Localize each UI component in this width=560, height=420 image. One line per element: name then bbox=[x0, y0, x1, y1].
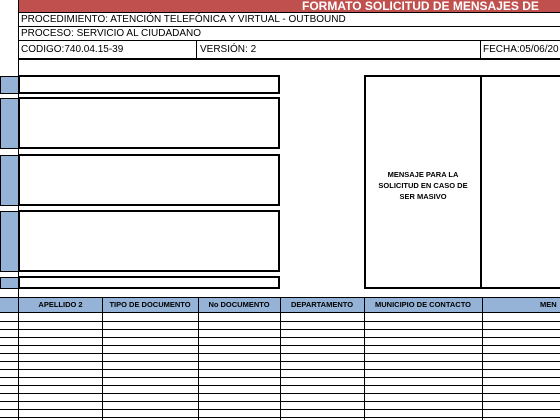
side-cell-1 bbox=[0, 76, 19, 94]
data-table bbox=[0, 297, 560, 420]
column-header-tipo-documento: TIPO DE DOCUMENTO bbox=[109, 300, 191, 309]
row-line bbox=[0, 353, 560, 354]
side-cell-5 bbox=[0, 277, 19, 289]
page-title: FORMATO SOLICITUD DE MENSAJES DE bbox=[302, 0, 539, 13]
proceso-row bbox=[18, 27, 560, 41]
message-box bbox=[364, 75, 482, 289]
codigo-divider-2 bbox=[480, 41, 481, 59]
input-box-2[interactable] bbox=[18, 97, 280, 149]
title-bar bbox=[18, 0, 560, 13]
row-line bbox=[0, 361, 560, 362]
row-line bbox=[0, 321, 560, 322]
row-line bbox=[0, 417, 560, 418]
row-line bbox=[0, 329, 560, 330]
column-header-mensaje: MEN bbox=[540, 300, 557, 309]
side-cell-2 bbox=[0, 98, 19, 149]
row-line bbox=[0, 377, 560, 378]
input-box-4[interactable] bbox=[18, 210, 280, 272]
input-box-3[interactable] bbox=[18, 154, 280, 206]
row-line bbox=[0, 409, 560, 410]
side-cell-4 bbox=[0, 211, 19, 272]
message-input-box[interactable] bbox=[480, 75, 560, 289]
column-header-no-documento: No DOCUMENTO bbox=[208, 300, 270, 309]
row-line bbox=[0, 337, 560, 338]
column-header-departamento: DEPARTAMENTO bbox=[290, 300, 354, 309]
row-line bbox=[0, 369, 560, 370]
codigo-divider-1 bbox=[196, 41, 197, 59]
fecha-text: FECHA:05/06/20 bbox=[483, 44, 559, 55]
codigo-text: CODIGO:740.04.15-39 bbox=[21, 44, 124, 55]
message-box-label: MENSAJE PARA LA SOLICITUD EN CASO DE SER MASIVO bbox=[378, 170, 468, 201]
input-box-5[interactable] bbox=[18, 276, 280, 289]
input-box-1[interactable] bbox=[18, 75, 280, 94]
procedimiento-text: PROCEDIMIENTO: ATENCIÓN TELEFÓNICA Y VIRTUAL - OUTBOUND bbox=[21, 14, 346, 25]
row-line bbox=[0, 385, 560, 386]
proceso-text: PROCESO: SERVICIO AL CIUDADANO bbox=[21, 28, 202, 39]
version-text: VERSIÓN: 2 bbox=[200, 44, 257, 55]
row-line bbox=[0, 393, 560, 394]
row-line bbox=[0, 401, 560, 402]
column-header-municipio: MUNICIPIO DE CONTACTO bbox=[375, 300, 471, 309]
codigo-row bbox=[18, 41, 560, 60]
procedimiento-row bbox=[18, 13, 560, 27]
column-header-apellido-2: APELLIDO 2 bbox=[38, 300, 83, 309]
row-line bbox=[0, 345, 560, 346]
side-cell-3 bbox=[0, 155, 19, 206]
